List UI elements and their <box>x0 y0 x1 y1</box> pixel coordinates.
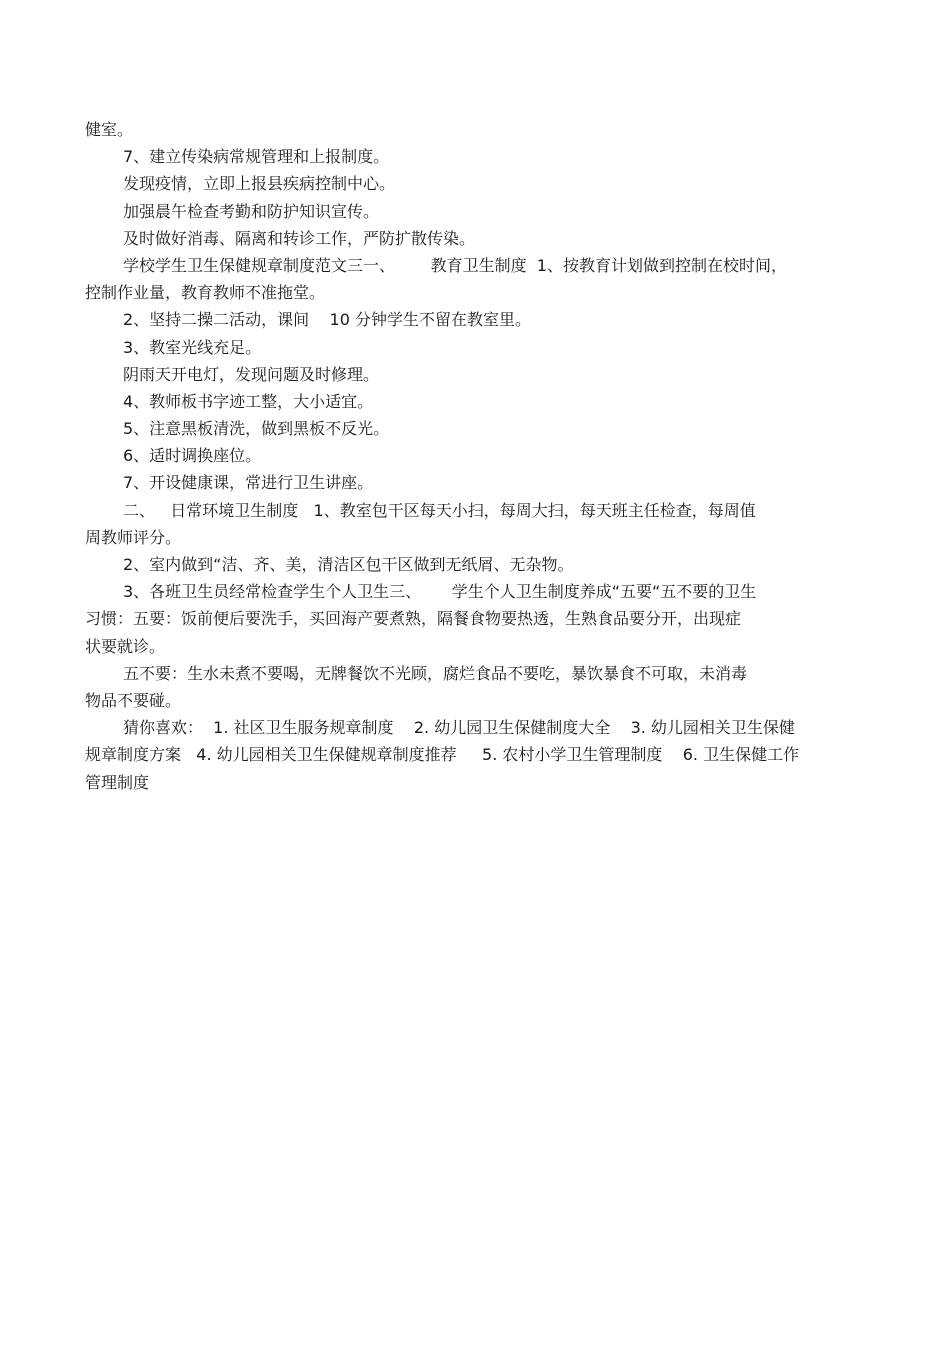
paragraph-line: 规章制度方案 4. 幼儿园相关卫生保健规章制度推荐 5. 农村小学卫生管理制度 6. 卫生保健工作 <box>85 745 800 765</box>
paragraph-line: 猜你喜欢： 1. 社区卫生服务规章制度 2. 幼儿园卫生保健制度大全 3. 幼儿园相关卫生保健 <box>123 718 795 738</box>
paragraph-line: 二、 日常环境卫生制度 1、教室包干区每天小扫，每周大扫，每天班主任检查，每周值 <box>123 500 756 520</box>
paragraph-line: 周教师评分。 <box>85 527 182 547</box>
paragraph-line: 控制作业量，教育教师不准拖堂。 <box>85 283 326 303</box>
paragraph-line: 6、适时调换座位。 <box>123 446 262 466</box>
paragraph-line: 3、各班卫生员经常检查学生个人卫生三、 学生个人卫生制度养成“五要“五不要的卫生 <box>123 582 757 602</box>
document-body <box>85 116 865 796</box>
paragraph-line: 2、坚持二操二活动，课间 10 分钟学生不留在教室里。 <box>123 310 531 330</box>
paragraph-line: 2、室内做到“洁、齐、美，清洁区包干区做到无纸屑、无杂物。 <box>123 555 574 574</box>
paragraph-line: 4、教师板书字迹工整，大小适宜。 <box>123 391 374 411</box>
paragraph-line: 五不要：生水未煮不要喝，无牌餐饮不光顾，腐烂食品不要吃，暴饮暴食不可取，未消毒 <box>123 663 748 683</box>
paragraph-line: 及时做好消毒、隔离和转诊工作，严防扩散传染。 <box>123 228 476 248</box>
paragraph-line: 7、建立传染病常规管理和上报制度。 <box>123 147 390 167</box>
paragraph-line: 习惯：五要：饭前便后要洗手，买回海产要煮熟，隔餐食物要热透，生熟食品要分开，出现症 <box>85 609 742 629</box>
paragraph-line: 发现疫情，立即上报县疾病控制中心。 <box>123 174 396 194</box>
paragraph-line: 物品不要碰。 <box>85 690 182 710</box>
paragraph-line: 阴雨天开电灯，发现问题及时修理。 <box>123 364 380 384</box>
paragraph-line: 状要就诊。 <box>85 636 166 656</box>
paragraph-line: 3、教室光线充足。 <box>123 337 262 357</box>
paragraph-line: 学校学生卫生保健规章制度范文三一、 教育卫生制度 1、按教育计划做到控制在校时间， <box>123 255 787 275</box>
paragraph-line: 5、注意黑板清洗，做到黑板不反光。 <box>123 419 390 439</box>
paragraph-line: 加强晨午检查考勤和防护知识宣传。 <box>123 201 380 221</box>
paragraph-line: 7、开设健康课，常进行卫生讲座。 <box>123 473 374 493</box>
paragraph-line: 管理制度 <box>85 772 150 792</box>
paragraph-line: 健室。 <box>85 120 134 139</box>
